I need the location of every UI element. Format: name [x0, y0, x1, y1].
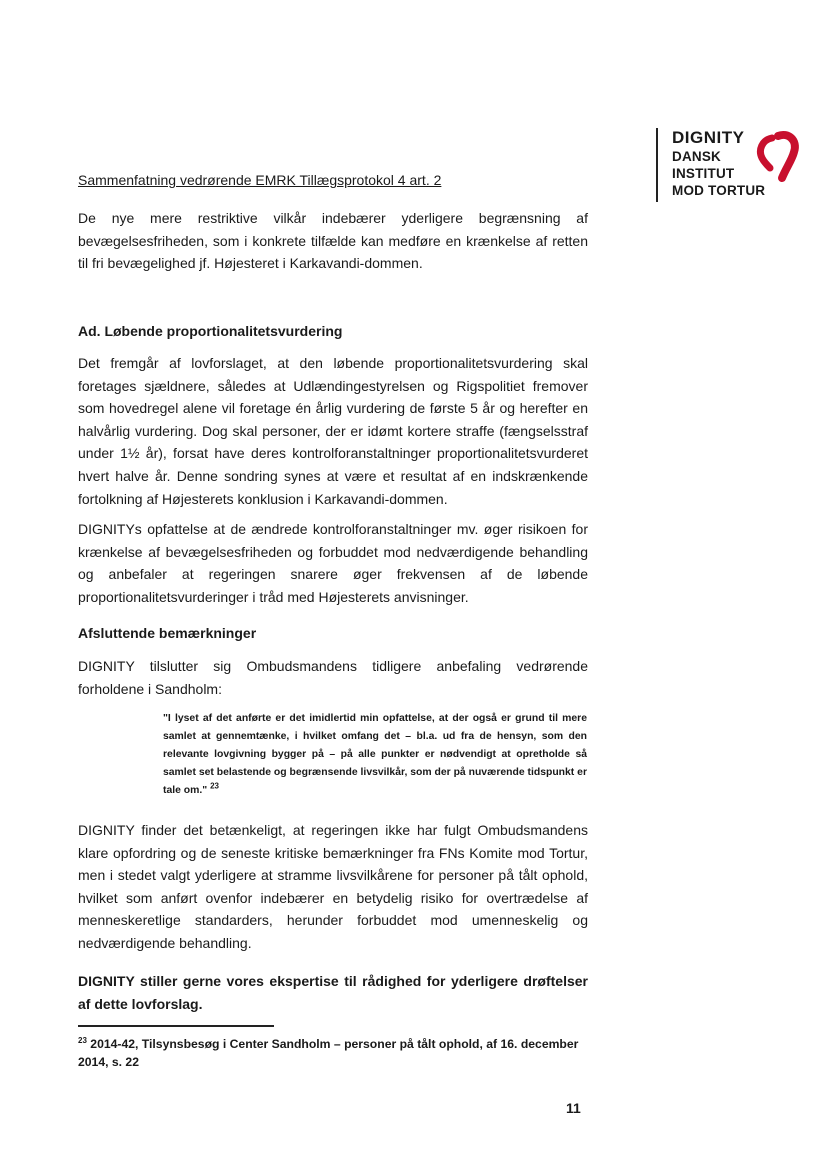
dignity-opinion-paragraph: DIGNITYs opfattelse at de ændrede kontrolforanstaltninger mv. øger risikoen for krænkelse af bevægelsesfriheden og forbuddet mod nedværdigende behandling og anbefaler at regeringen snarere øger frekvensen af de løbende proportionalitetsvurderinger i tråd med Højesterets anvisninger. — [78, 521, 588, 605]
closing-heading: Afsluttende bemærkninger — [78, 625, 257, 641]
footnote — [78, 1035, 588, 1071]
summary-paragraph: De nye mere restriktive vilkår indebærer yderligere begrænsning af bevægelsesfriheden, som i konkrete tilfælde kan medføre en krænkelse af retten til fri bevægelighed jf. Højesteret i Karkavandi-dommen. — [78, 210, 588, 272]
concern-paragraph: DIGNITY finder det betænkeligt, at regeringen ikke har fulgt Ombudsmandens klare opfordring og de seneste kritiske bemærkninger fra FNs Komite mod Tortur, men i stedet valgt yderligere at stramme livsvilkårene for personer på tålt ophold, hvilket som anført ovenfor indebærer en betydelig risiko for overtrædelse af menneskeretlige standarders, herunder forbuddet mod umenneskelig og nedværdigende behandling. — [78, 822, 588, 951]
logo-divider — [656, 128, 658, 202]
footnote-reference: 23 — [210, 781, 219, 791]
section-heading: Sammenfatning vedrørende EMRK Tillægsprotokol 4 art. 2 — [78, 172, 442, 188]
ombudsman-paragraph: DIGNITY tilslutter sig Ombudsmandens tidligere anbefaling vedrørende forholdene i Sandholm: — [78, 658, 588, 697]
footnote-number: 23 — [78, 1035, 87, 1045]
footnote-text: 2014-42, Tilsynsbesøg i Center Sandholm – personer på tålt ophold, af 16. december 2014, s. 22 — [78, 1037, 579, 1069]
logo-title: DIGNITY — [672, 128, 745, 147]
logo-line-2: INSTITUT — [672, 166, 735, 181]
logo-line-1: DANSK — [672, 149, 722, 164]
logo-line-3: MOD TORTUR — [672, 183, 766, 198]
dignity-logo — [656, 128, 806, 198]
heart-mark-icon — [756, 128, 800, 188]
ad-paragraph: Det fremgår af lovforslaget, at den løbende proportionalitetsvurdering skal foretages sjældnere, således at Udlændingestyrelsen og Rigspolitiet fremover som hovedregel alene vil foretage én årlig vurdering de første 5 år og herefter en halvårlig vurdering. Dog skal personer, der er idømt kortere straffe (fængselsstraf under 1½ år), forsat have deres kontrolforanstaltninger proportionalitetsvurderet hvert halve år. Denne sondring synes at være et resultat af en indskrænkende fortolkning af Højesterets konklusion i Karkavandi-dommen. — [78, 355, 588, 507]
offer-paragraph: DIGNITY stiller gerne vores ekspertise til rådighed for yderligere drøftelser af dette lovforslag. — [78, 973, 588, 1012]
quote-text: "I lyset af det anførte er det imidlertid min opfattelse, at der også er grund til mere samlet at gennemtænke, i hvilket omfang det – bl.a. ud fra de hensyn, som den relevante lovgivning bygger på – på alle punkter er nødvendigt at opretholde så samlet set belastende og begrænsende livsvilkår, som der på nuværende tidspunkt er tale om." — [163, 713, 587, 796]
footnote-divider — [78, 1025, 274, 1027]
ad-heading: Ad. Løbende proportionalitetsvurdering — [78, 323, 343, 339]
ombudsman-quote — [163, 710, 587, 800]
logo-text — [672, 128, 765, 199]
page-number: 11 — [566, 1100, 581, 1116]
